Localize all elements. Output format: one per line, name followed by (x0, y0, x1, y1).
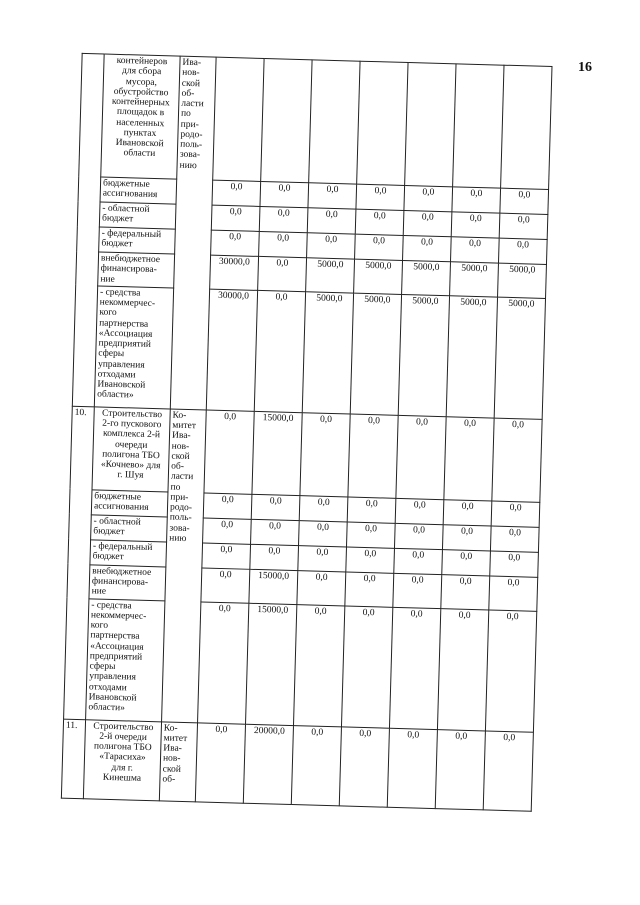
amount-cell: 0,0 (345, 572, 394, 607)
amount-cell: 5000,0 (402, 260, 451, 295)
measure-name (92, 407, 170, 492)
amount-cell: 0,0 (442, 524, 491, 550)
budget-table (61, 53, 553, 811)
amount-cell (213, 57, 264, 181)
amount-cell: 0,0 (443, 499, 492, 525)
amount-cell: 0,0 (203, 518, 252, 544)
amount-cell: 0,0 (485, 609, 536, 731)
amount-cell: 0,0 (396, 415, 446, 499)
amount-cell: 0,0 (355, 209, 404, 235)
amount-cell: 5000,0 (398, 294, 449, 416)
amount-cell: 0,0 (483, 730, 533, 810)
amount-cell: 0,0 (437, 608, 488, 730)
item-number: 11. (61, 719, 85, 799)
amount-cell: 15000,0 (246, 603, 297, 725)
amount-cell: 0,0 (489, 576, 538, 611)
amount-cell: 0,0 (355, 234, 404, 260)
amount-cell (357, 61, 408, 185)
funding-source-label (89, 565, 166, 601)
amount-cell: 0,0 (499, 213, 548, 239)
funding-source-text: - федеральный бюджет (92, 541, 153, 563)
amount-cell: 0,0 (394, 548, 443, 574)
amount-cell: 0,0 (348, 414, 398, 498)
funding-source-label (94, 286, 173, 409)
amount-cell: 0,0 (442, 549, 491, 575)
amount-cell: 0,0 (451, 212, 500, 238)
table-row (72, 285, 545, 419)
responsible-executor (159, 721, 197, 801)
funding-source-label (90, 540, 167, 567)
funding-source-text: - средства некоммерчес- кого партнерства «Ассоциация предприятий сферы управления отходами Ивановской области» (88, 599, 147, 714)
amount-cell: 0,0 (346, 547, 395, 573)
amount-cell: 0,0 (492, 418, 542, 502)
table-row (64, 598, 537, 732)
amount-cell: 0,0 (291, 725, 341, 805)
amount-cell: 0,0 (299, 495, 348, 521)
amount-cell: 0,0 (347, 497, 396, 523)
responsible-executor-text: Ива- нов- ской об- ласти по при- родо- поль- зова- нию (179, 57, 204, 171)
funding-source-text: внебюджетное финансирова- ние (91, 566, 152, 598)
amount-cell: 0,0 (251, 494, 300, 520)
amount-cell: 15000,0 (249, 569, 298, 604)
amount-cell: 15000,0 (252, 411, 302, 495)
table-row (70, 406, 542, 502)
amount-cell: 0,0 (211, 205, 260, 231)
amount-cell: 5000,0 (350, 293, 401, 415)
amount-cell: 30000,0 (206, 289, 257, 411)
amount-cell: 5000,0 (494, 297, 545, 419)
amount-cell: 0,0 (259, 206, 308, 232)
funding-source-label (99, 202, 176, 229)
amount-cell: 0,0 (339, 726, 389, 806)
measure-name-text: контейнеров для сбора мусора, обустройство контейнерных площадок в населенных пунктах Ивановской области (111, 55, 170, 160)
amount-cell: 0,0 (356, 184, 405, 210)
amount-cell: 20000,0 (243, 724, 293, 804)
amount-cell: 0,0 (403, 210, 452, 236)
measure-name-text: Строительство 2-й очереди полигона ТБО «Тарасиха» для г. Кинешма (93, 720, 154, 784)
table-row (79, 53, 552, 189)
amount-cell: 0,0 (308, 183, 357, 209)
amount-cell: 0,0 (435, 729, 485, 809)
table-row (61, 719, 533, 811)
amount-cell: 5000,0 (450, 262, 499, 297)
measure-name-text: Строительство 2-го пускового комплекса 2-й очереди полигона ТБО «Кочнево» для г. Шуя (100, 408, 163, 482)
item-number: 10. (64, 406, 95, 719)
funding-source-text: бюджетные ассигнования (102, 178, 158, 201)
amount-cell: 5000,0 (354, 259, 403, 294)
amount-cell: 5000,0 (498, 263, 547, 298)
measure-name (83, 719, 161, 800)
funding-source-label (91, 490, 168, 517)
amount-cell: 0,0 (204, 410, 254, 494)
amount-cell: 0,0 (498, 238, 547, 264)
amount-cell: 0,0 (294, 604, 345, 726)
amount-cell: 0,0 (444, 416, 494, 500)
responsible-executor-text: Ко- митет Ива- нов- ской об- (162, 722, 188, 785)
amount-cell: 0,0 (307, 233, 356, 259)
amount-cell: 30000,0 (210, 255, 259, 290)
amount-cell: 0,0 (297, 570, 346, 605)
amount-cell: 0,0 (389, 607, 440, 729)
amount-cell: 0,0 (203, 493, 252, 519)
amount-cell: 0,0 (259, 231, 308, 257)
amount-cell: 0,0 (299, 520, 348, 546)
amount-cell: 0,0 (394, 523, 443, 549)
amount-cell: 0,0 (490, 526, 539, 552)
funding-source-text: - средства некоммерчес- кого партнерства «Ассоциация предприятий сферы управления отходами Ивановской области» (97, 287, 156, 401)
amount-cell: 0,0 (347, 522, 396, 548)
funding-source-label (100, 177, 177, 204)
amount-cell: 0,0 (250, 544, 299, 570)
amount-cell: 5000,0 (302, 291, 353, 413)
amount-cell: 0,0 (298, 545, 347, 571)
amount-cell: 0,0 (403, 235, 452, 261)
amount-cell: 5000,0 (306, 258, 355, 293)
funding-source-label (86, 598, 165, 721)
funding-source-text: бюджетные ассигнования (93, 491, 149, 513)
amount-cell: 0,0 (441, 574, 490, 609)
amount-cell: 0,0 (491, 501, 540, 527)
amount-cell: 0,0 (254, 290, 305, 412)
funding-source-text: - областной бюджет (101, 203, 150, 225)
amount-cell: 0,0 (341, 605, 392, 727)
amount-cell: 0,0 (451, 237, 500, 263)
amount-cell: 0,0 (258, 256, 307, 291)
funding-source-label (91, 515, 168, 542)
amount-cell: 0,0 (201, 568, 250, 603)
amount-cell: 0,0 (300, 412, 350, 496)
amount-cell: 0,0 (195, 722, 245, 802)
amount-cell (309, 60, 360, 184)
amount-cell (405, 63, 456, 187)
amount-cell: 0,0 (387, 728, 437, 808)
document-scan (59, 53, 602, 897)
amount-cell: 0,0 (395, 498, 444, 524)
amount-cell: 0,0 (490, 551, 539, 577)
funding-source-text: - федеральный бюджет (101, 228, 162, 250)
responsible-executor-text: Ко- митет Ива- нов- ской об- ласти по при- родо- поль- зова- нию (169, 410, 197, 544)
amount-cell (261, 58, 312, 182)
amount-cell: 5000,0 (446, 296, 497, 418)
measure-name (101, 54, 180, 179)
amount-cell: 0,0 (211, 230, 260, 256)
amount-cell: 0,0 (198, 601, 249, 723)
funding-source-text: внебюджетное финансирова- ние (100, 253, 161, 285)
funding-source-label (98, 252, 175, 288)
funding-source-text: - областной бюджет (93, 516, 141, 538)
amount-cell: 0,0 (307, 208, 356, 234)
funding-source-label (99, 227, 176, 254)
amount-cell (501, 65, 552, 189)
amount-cell: 0,0 (260, 181, 309, 207)
amount-cell: 0,0 (500, 188, 549, 214)
amount-cell: 0,0 (404, 185, 453, 211)
amount-cell: 0,0 (202, 543, 251, 569)
amount-cell: 0,0 (452, 187, 501, 213)
amount-cell: 0,0 (212, 180, 261, 206)
page-number: 16 (578, 60, 592, 75)
amount-cell: 0,0 (251, 519, 300, 545)
amount-cell: 0,0 (393, 573, 442, 608)
amount-cell (453, 64, 504, 188)
